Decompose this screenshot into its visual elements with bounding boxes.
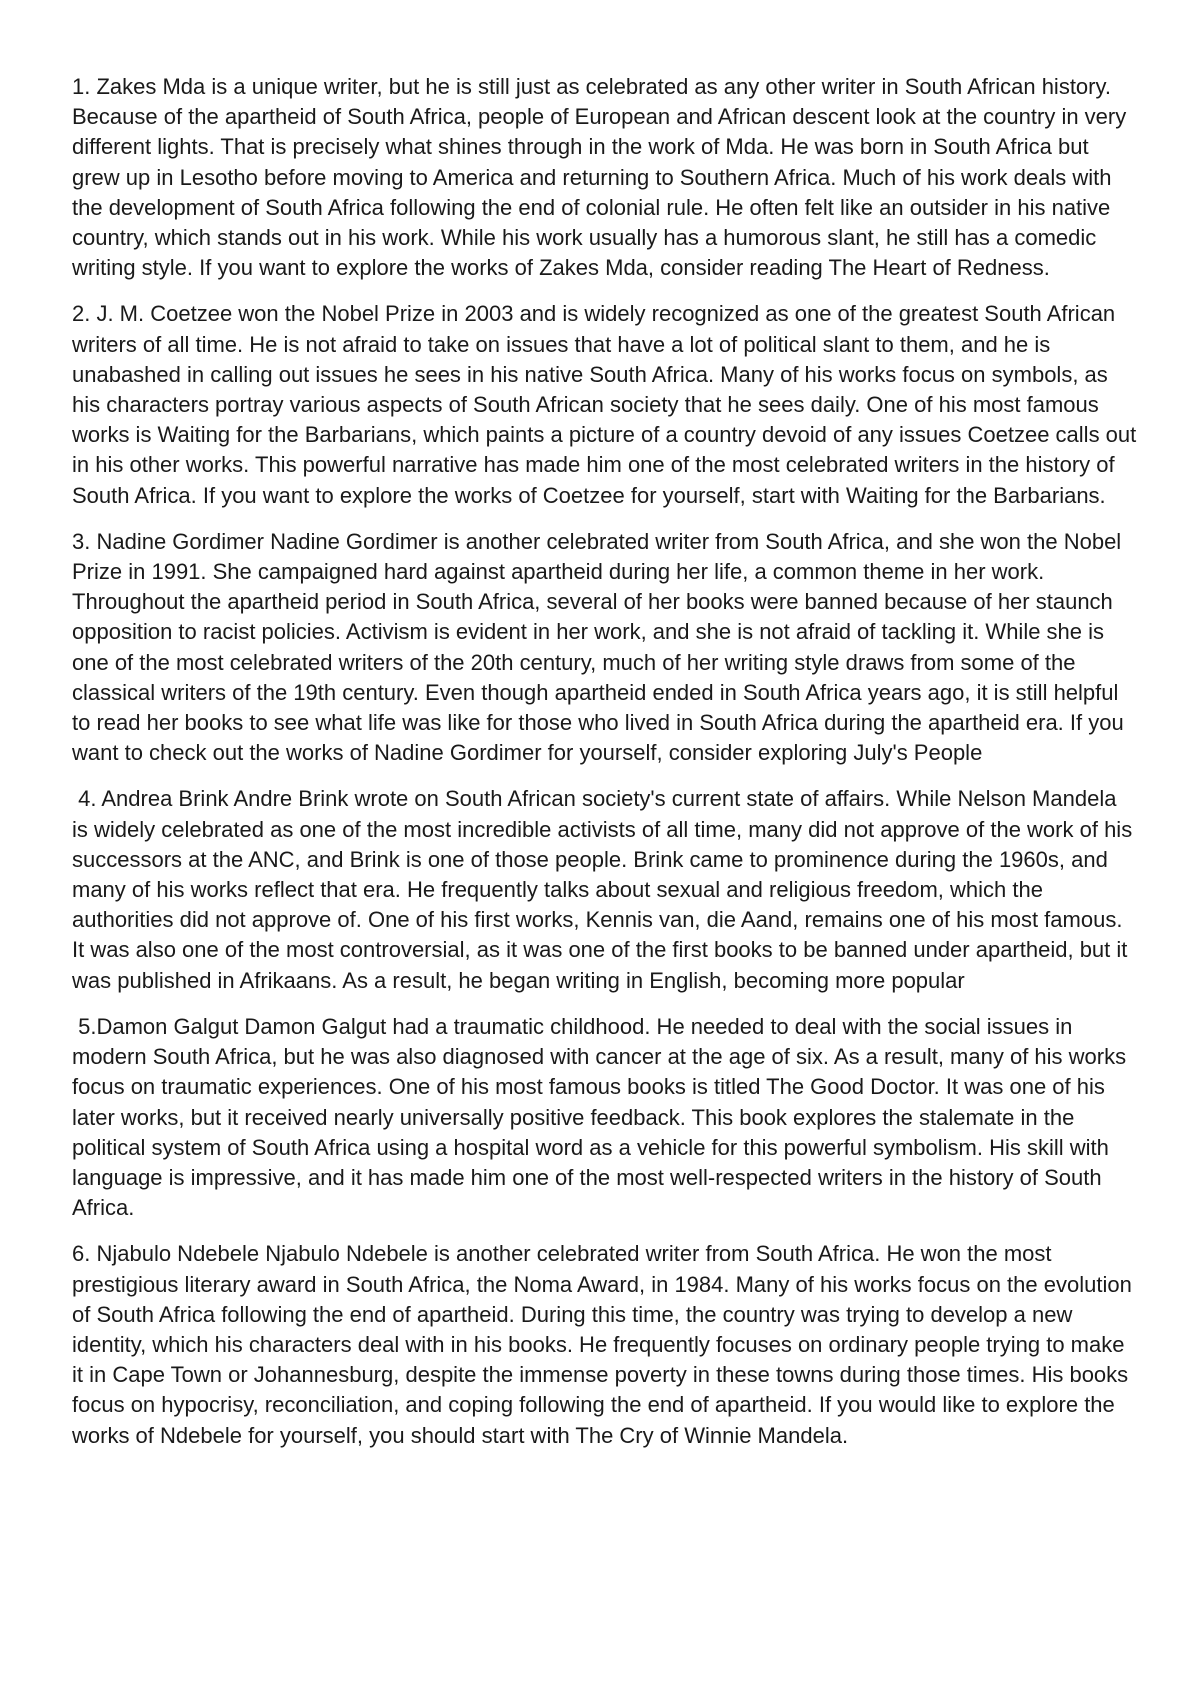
paragraph-damon-galgut: 5.Damon Galgut Damon Galgut had a traumatic childhood. He needed to deal with the social issues in modern South Africa, but he was also diagnosed with cancer at the age of six. As a result, many of his works focus on traumatic experiences. One of his most famous books is titled The Good Doctor. It was one of his later works, but it received nearly universally positive feedback. This book explores the stalemate in the political system of South Africa using a hospital word as a vehicle for this powerful symbolism. His skill with language is impressive, and it has made him one of the most well-respected writers in the history of South Africa. bbox=[72, 1013, 1133, 1221]
paragraph-nadine-gordimer: 3. Nadine Gordimer Nadine Gordimer is another celebrated writer from South Africa, and she won the Nobel Prize in 1991. She campaigned hard against apartheid during her life, a common theme in her work. Throughout the apartheid period in South Africa, several of her books were banned because of her staunch opposition to racist policies. Activism is evident in her work, and she is not afraid of tackling it. While she is one of the most celebrated writers of the 20th century, much of her writing style draws from some of the classical writers of the 19th century. Even though apartheid ended in South Africa years ago, it is still helpful to read her books to see what life was like for those who lived in South Africa during the apartheid era. If you want to check out the works of Nadine Gordimer for yourself, consider exploring July's People bbox=[72, 528, 1124, 766]
paragraph-andre-brink: 4. Andrea Brink Andre Brink wrote on South African society's current state of affairs. While Nelson Mandela is widely celebrated as one of the most incredible activists of all time, many did not approve of the work of his successors at the ANC, and Brink is one of those people. Brink came to prominence during the 1960s, and many of his works reflect that era. He frequently talks about sexual and religious freedom, which the authorities did not approve of. One of his first works, Kennis van, die Aand, remains one of his most famous. It was also one of the most controversial, as it was one of the first books to be banned under apartheid, but it was published in Afrikaans. As a result, he began writing in English, becoming more popular bbox=[72, 786, 1139, 993]
paragraph-zakes-mda: 1. Zakes Mda is a unique writer, but he is still just as celebrated as any other writer in South African history. Because of the apartheid of South Africa, people of European and African descent look at the country in very different lights. That is precisely what shines through in the work of Mda. He was born in South Africa but grew up in Lesotho before moving to America and returning to Southern Africa. Much of his work deals with the development of South Africa following the end of colonial rule. He often felt like an outsider in his native country, which stands out in his work. While his work usually has a humorous slant, he still has a comedic writing style. If you want to explore the works of Zakes Mda, consider reading The Heart of Redness. bbox=[72, 74, 1127, 281]
paragraph-jm-coetzee: 2. J. M. Coetzee won the Nobel Prize in 2003 and is widely recognized as one of the greatest South African writers of all time. He is not afraid to take on issues that have a lot of political slant to them, and he is unabashed in calling out issues he sees in his native South Africa. Many of his works focus on symbols, as his characters portray various aspects of South African society that he sees daily. One of his most famous works is Waiting for the Barbarians, which paints a picture of a country devoid of any issues Coetzee calls out in his other works. This powerful narrative has made him one of the most celebrated writers in the history of South Africa. If you want to explore the works of Coetzee for yourself, start with Waiting for the Barbarians. bbox=[72, 301, 1137, 508]
paragraph-njabulo-ndebele: 6. Njabulo Ndebele Njabulo Ndebele is another celebrated writer from South Africa. He won the most prestigious literary award in South Africa, the Noma Award, in 1984. Many of his works focus on the evolution of South Africa following the end of apartheid. During this time, the country was trying to develop a new identity, which his characters deal with in his books. He frequently focuses on ordinary people trying to make it in Cape Town or Johannesburg, despite the immense poverty in these towns during those times. His books focus on hypocrisy, reconciliation, and coping following the end of apartheid. If you would like to explore the works of Ndebele for yourself, you should start with The Cry of Winnie Mandela. bbox=[72, 1241, 1132, 1448]
document-page bbox=[72, 72, 1138, 1467]
